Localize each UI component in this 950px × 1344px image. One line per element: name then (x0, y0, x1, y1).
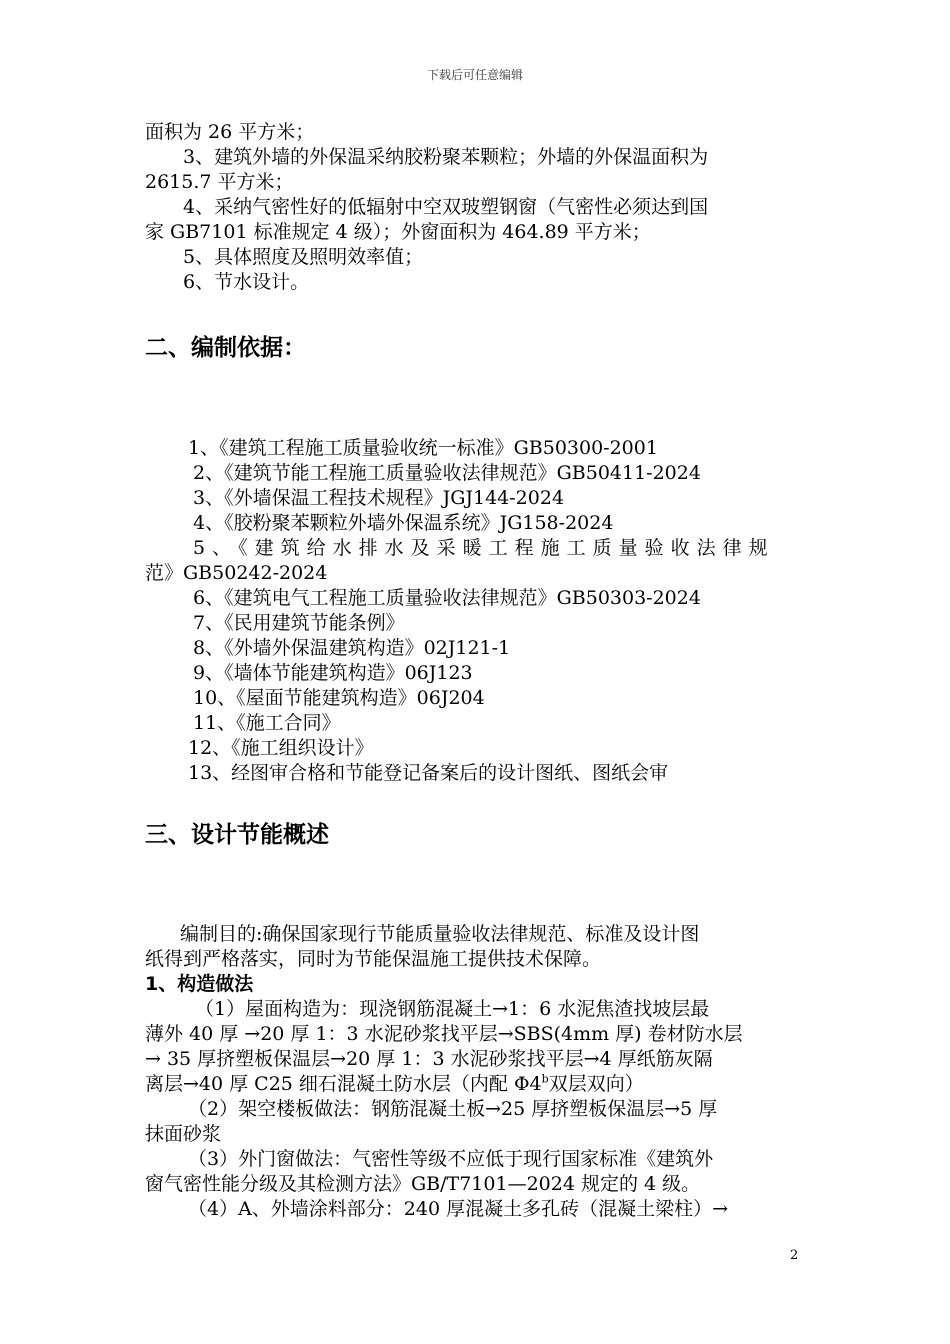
page-header-note: 下载后可任意编辑 (426, 68, 523, 82)
page-number: 2 (790, 1248, 799, 1263)
text-line: 2615.7 平方米； (145, 171, 294, 193)
reference-item: 8、《外墙外保温建筑构造》02J121-1 (193, 637, 511, 659)
text-line: 3、建筑外墙的外保温采纳胶粉聚苯颗粒；外墙的外保温面积为 (145, 146, 709, 168)
text-line: 编制目的:确保国家现行节能质量验收法律规范、标准及设计图 (180, 923, 700, 945)
reference-item: 范》GB50242-2024 (145, 562, 328, 584)
text-line: （1）屋面构造为：现浇钢筋混凝土→1：6 水泥焦渣找坡层最 (195, 998, 710, 1020)
text-line: 纸得到严格落实，同时为节能保温施工提供技术保障。 (145, 948, 602, 970)
text-line: 6、节水设计。 (145, 271, 310, 293)
text-line: 面积为 26 平方米； (145, 121, 315, 143)
reference-item: 5、《建筑给水排水及采暖工程施工质量验收法律规 (193, 537, 775, 559)
reference-item: 4、《胶粉聚苯颗粒外墙外保温系统》JG158-2024 (193, 512, 614, 534)
reference-item: 12、《施工组织设计》 (188, 737, 374, 759)
reference-item: 13、经图审合格和节能登记备案后的设计图纸、图纸会审 (188, 762, 669, 784)
text-line: 薄外 40 厚 →20 厚 1：3 水泥砂浆找平层→SBS(4mm 厚) 卷材防水层 (145, 1023, 743, 1045)
superscript: b (541, 1072, 549, 1086)
reference-item: 9、《墙体节能建筑构造》06J123 (193, 662, 473, 684)
reference-item: 11、《施工合同》 (193, 712, 341, 734)
section-heading: 三、设计节能概述 (145, 822, 329, 848)
text-line (145, 1072, 805, 1097)
text-line: 5、具体照度及照明效率值； (145, 246, 424, 268)
text-line: → 35 厚挤塑板保温层→20 厚 1：3 水泥砂浆找平层→4 厚纸筋灰隔 (145, 1048, 713, 1070)
reference-item: 7、《民用建筑节能条例》 (193, 612, 405, 634)
section-heading: 二、编制依据： (145, 335, 306, 361)
reference-item: 6、《建筑电气工程施工质量验收法律规范》GB50303-2024 (193, 587, 701, 609)
subsection-heading: 1、构造做法 (145, 973, 254, 995)
text-segment: 双层双向） (548, 1073, 644, 1095)
reference-item: 10、《屋面节能建筑构造》06J204 (193, 687, 485, 709)
text-line: 窗气密性能分级及其检测方法》GB/T7101—2024 规定的 4 级。 (145, 1173, 701, 1195)
text-line: 抹面砂浆 (145, 1123, 222, 1145)
text-line: （3）外门窗做法：气密性等级不应低于现行国家标准《建筑外 (188, 1148, 714, 1170)
reference-item: 1、《建筑工程施工质量验收统一标准》GB50300-2001 (188, 437, 658, 459)
text-line: 4、采纳气密性好的低辐射中空双玻塑钢窗（气密性必须达到国 (145, 196, 709, 218)
reference-item: 3、《外墙保温工程技术规程》JGJ144-2024 (193, 487, 565, 509)
text-line: （4）A、外墙涂料部分：240 厚混凝土多孔砖（混凝土梁柱）→ (188, 1198, 729, 1220)
text-segment: 离层→40 厚 C25 细石混凝土防水层（内配 Φ4 (145, 1073, 542, 1095)
text-line: 家 GB7101 标准规定 4 级）；外窗面积为 464.89 平方米； (145, 221, 651, 243)
text-line: （2）架空楼板做法：钢筋混凝土板→25 厚挤塑板保温层→5 厚 (188, 1098, 718, 1120)
reference-item: 2、《建筑节能工程施工质量验收法律规范》GB50411-2024 (193, 462, 701, 484)
